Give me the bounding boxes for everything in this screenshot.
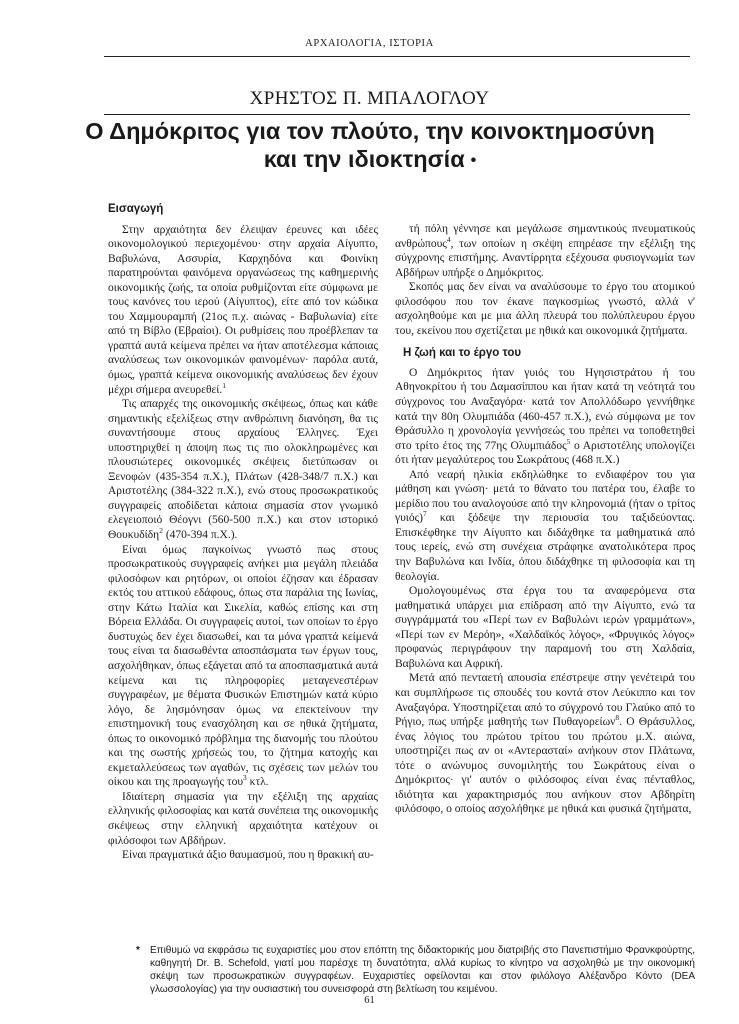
footnote-reference: 7 bbox=[423, 509, 427, 519]
paragraph bbox=[395, 671, 695, 816]
footnote-reference: 4 bbox=[446, 234, 451, 244]
paragraph-text-continued: . Ο Θράσυλλος, ένας λόγιος του πρώτου τρίτου του πρώτου μ.Χ. αιώνα, υποστηρίζει πως αν οι «Αντερασταί» ανήκουν στον Πλάτωνα, τότε ο ανώνυμος συνομιλητής του Σωκράτους είναι ο Δημόκριτος· γι' αυτόν ο φιλόσοφος είναι ένας πένταθλος, ιδιότητα και χαρακτηρισμός που ανήκουν στον Αβδηρίτη φιλόσοφο, ο οποίος ασχολήθηκε με ηθικά και φυσικά ζητήματα, bbox=[395, 716, 695, 816]
paragraph-text: Ιδιαίτερη σημασία για την εξέλιξη της αρχαίας ελληνικής φιλοσοφίας και κατά συνέπεια της οικονομικής σκέψεως στην ελληνική αρχαιότητα κατέχουν οι φιλόσοφοι των Αβδήρων. bbox=[108, 790, 378, 847]
paragraph bbox=[395, 280, 695, 338]
paragraph-text-continued: (470-394 π.Χ.). bbox=[162, 529, 238, 542]
footnote-reference: 2 bbox=[159, 526, 163, 536]
running-head: ΑΡΧΑΙΟΛΟΓΙΑ, ΙΣΤΟΡΙΑ bbox=[305, 38, 434, 49]
title-rule bbox=[104, 114, 690, 115]
paragraph-text: Μετά από πενταετή απουσία επέστρεψε στην γενέτειρά του και συμπλήρωσε τις σπουδές του κοντά στον Λεύκιππο και τον Αναξαγόρα. Υποστηρίζεται από το σύγχρονό του Γλαύκο από το Ρήγιο, πως υπήρξε μαθητής των Πυθαγορείων bbox=[395, 672, 695, 729]
introduction-continued bbox=[395, 222, 695, 338]
paragraph-text: τή πόλη γέννησε και μεγάλωσε σημαντικούς πνευματικούς ανθρώπους bbox=[395, 223, 695, 250]
section-heading-introduction: Εισαγωγή bbox=[108, 203, 164, 215]
right-column bbox=[395, 222, 695, 817]
paragraph-text: Στην αρχαιότητα δεν έλειψαν έρευνες και ιδέες οικονομολογικού περιεχομένου· στην αρχαία Αίγυπτο, Βαβυλώνα, Ασσυρία, Καρχηδόνα και Φοινίκη παρατηρούνται φαινόμενα οργανώσεως της καθημερινής οικονομικής ζωής, τα οποία ρυθμίζονται είτε σύμφωνα με τους κανόνες του ιερού (Αίγυπτος), είτε από τον κώδικα του Χαμμουραμπή (21ος π.χ. αιώνας - Βαβυλωνία) είτε από τη Βίβλο (Εβραίοι). Οι ρυθμίσεις που προέβλεπαν τα γραπτά αυτά κείμενα πρέπει να ήταν αποτέλεσμα κάποιας αναλύσεως των οικονομικών φαινομένων· παρόλα αυτά, όμως, γραπτά κείμενα οικονομικής αναλύσεως δεν έχουν μέχρι σήμερα ανευρεθεί. bbox=[108, 223, 378, 396]
paragraph bbox=[108, 397, 378, 542]
title-line-2-text: και την ιδιοκτησία bbox=[263, 146, 465, 172]
paragraph-text: Ο Δημόκριτος ήταν γυιός του Ηγησιστράτου ή του Αθηνοκρίτου ή του Δαμασίππου και ήταν κατά τη νεότητά του σύγχρονος του Αναξαγόρα· κατά τον Απολλόδωρο γεννήθηκε κατά την 80η Ολυμπιάδα (460-457 π.Χ.), ενώ σύμφωνα με τον Θράσυλλο η χρονολογία γεννήσεώς του πρέπει να τοποθετηθεί στο τρίτο έτος της 77ης Ολυμπιάδος bbox=[395, 366, 695, 452]
paragraph-text-continued: κτλ. bbox=[246, 776, 269, 789]
paragraph-text: Είναι όμως παγκοίνως γνωστό πως στους προσωκρατικούς συγγραφείς ανήκει μια μεγάλη πλειάδα φιλοσόφων και ρητόρων, οι οποίοι έζησαν και έδρασαν εκτός του αττικού εδάφους, όπως στα παράλια της Ιωνίας, στην Κάτω Ιταλία και Σικελία, καθώς επίσης και στη Βόρεια Ελλάδα. Οι συγγραφείς αυτοί, των οποίων το έργο δυστυχώς δεν έχει διασωθεί, και τα μόνα γραπτά κείμενά τους είναι τα διασωθέντα αποσπάσματα των έργων τους, ασχολήθηκαν, όπως εξάγεται από τα αποσπασματικά αυτά κείμενα και τις πληροφορίες μεταγενεστέρων συγγραφέων, με θέματα Φυσικών Επιστημών κατά κύριο λόγο, δε λησμόνησαν όμως να επεκτείνουν την επιστημονική τους ενασχόληση και σε ηθικά ζητήματα, όπως το οικονομικό πρόβλημα της διανομής του πλούτου και της σωστής χρήσεώς του, το ζήτημα κατοχής και εκμεταλλεύσεως των αγαθών, τις σχέσεις των μελών του οίκου και της προαγωγής του bbox=[108, 543, 378, 789]
footnote-reference: 5 bbox=[566, 436, 571, 446]
left-column bbox=[108, 202, 378, 863]
paragraph bbox=[395, 222, 695, 280]
paragraph bbox=[395, 468, 695, 584]
paragraph bbox=[395, 584, 695, 671]
paragraph-text-continued: , των οποίων η σκέψη επηρέασε την εξέλιξη της σύγχρονης επιστήμης. Αναντίρρητα εξέχουσα φυσιογνωμία των Αβδήρων υπήρξε ο Δημόκριτος. bbox=[395, 237, 695, 279]
article-title bbox=[40, 117, 700, 175]
title-footnote-marker: • bbox=[470, 152, 477, 169]
author-name: ΧΡΗΣΤΟΣ Π. ΜΠΑΛΟΓΛΟΥ bbox=[249, 88, 490, 109]
footnote-text: Επιθυμώ να εκφράσω τις ευχαριστίες μου στον επόπτη της διδακτορικής μου διατριβής στο Πανεπιστήμιο Φρανκφούρτης, καθηγητή Dr. B. Schefold, γιατί μου παρέσχε τη δυνατότητα, αλλά κυρίως το κίνητρο να ασχοληθώ με την οικονομική σκέψη των προσωκρατικών συγγραφέων. Ευχαριστίες οφείλονται και στον φιλόλογο Αλέξανδρο Κόντο (DEA γλωσσολογίας) για την ουσιαστική του συνεισφορά στη βελτίωση του κειμένου. bbox=[150, 945, 695, 995]
title-line-2 bbox=[40, 145, 700, 175]
paragraph-text: Είναι πραγματικά άξιο θαυμασμού, που η θρακική αυ- bbox=[122, 849, 374, 862]
paragraph-text-continued: και ξόδεψε την περιουσία του ταξιδεύοντας. Επισκέφθηκε την Αίγυπτο και διδάχθηκε τα μαθηματικά από τους ιερείς, ενώ στη συνέχεια στράφηκε ανατολικότερα προς την Βαβυλώνα και Ινδία, όπου διδάχθηκε τη φιλοσοφία και τη θεολογία. bbox=[395, 512, 695, 583]
paragraph bbox=[395, 366, 695, 468]
footnote-reference: 3 bbox=[243, 773, 247, 783]
paragraph bbox=[108, 543, 378, 790]
header-rule bbox=[104, 56, 690, 57]
author-footnote bbox=[136, 944, 695, 996]
paragraph-text: Από νεαρή ηλικία εκδηλώθηκε το ενδιαφέρον του για μάθηση και γνώση· μετά το θάνατο του πατέρα του, έλαβε το μερίδιο που του αναλογούσε από την κληρονομιά (ήταν ο τρίτος γυιός) bbox=[395, 468, 695, 525]
paragraph-text: Σκοπός μας δεν είναι να αναλύσουμε το έργο του ατομικού φιλοσόφου που τον έκανε παγκοσμίως γνωστό, αλλά ν' ασχοληθούμε και με μια άλλη πλευρά του πολύπλευρου έργου του, εκείνου που σχετίζεται με ηθικά και οικονομικά ζητήματα. bbox=[395, 281, 695, 337]
introduction-body bbox=[108, 223, 378, 863]
footnote-reference: 8 bbox=[615, 713, 620, 723]
paragraph-text: Ομολογουμένως στα έργα του τα αναφερόμενα στα μαθηματικά υπάρχει μια επίδραση από την Αίγυπτο, ενώ τα συγγράμματά του «Περί των εν Βαβυλώνι ιερών γραμμάτων», «Περί των εν Μερόη», «Χαλδαϊκός λόγος», «Φρυγικός λόγος» προφανώς περιγράφουν την παραμονή του στη Χαλδαία, Βαβυλώνα και Αφρική. bbox=[395, 585, 695, 670]
section-heading-life-and-work: Η ζωή και το έργο του bbox=[403, 347, 522, 360]
paragraph bbox=[108, 848, 378, 863]
life-and-work-body bbox=[395, 366, 695, 817]
paragraph-text-continued: ο Αριστοτέλης υπολογίζει ότι ήταν μεγαλύτερος του Σωκράτους (468 π.Χ.) bbox=[395, 439, 695, 467]
page-number: 61 bbox=[364, 995, 375, 1006]
footnote-marker: * bbox=[136, 945, 140, 956]
paragraph-text: Τις απαρχές της οικονομικής σκέψεως, όπως και κάθε σημαντικής εξελίξεως στην ανθρώπινη διανόηση, θα τις συναντήσουμε στους αρχαίους Έλληνες. Έχει υποστηριχθεί η άποψη πως τις πιο ολοκληρωμένες και πλουσιώτερες οικονομικές σκέψεις διετύπωσαν οι Ξενοφών (435-354 π.Χ.), Πλάτων (428-348/7 π.Χ.) και Αριστοτέλης (384-322 π.Χ.), ενώ στους προσωκρατικούς συγγραφείς αποδίδεται κάποια σημασία στον γνωμικό ελεγειοποιό Θέογνι (560-500 π.Χ.) και στον ιστορικό Θουκυδίδη bbox=[108, 398, 378, 542]
paragraph bbox=[108, 223, 378, 398]
paragraph bbox=[108, 790, 378, 848]
footnote-reference: 1 bbox=[222, 380, 227, 390]
title-line-1: Ο Δημόκριτος για τον πλούτο, την κοινοκτημοσύνη bbox=[85, 118, 655, 144]
